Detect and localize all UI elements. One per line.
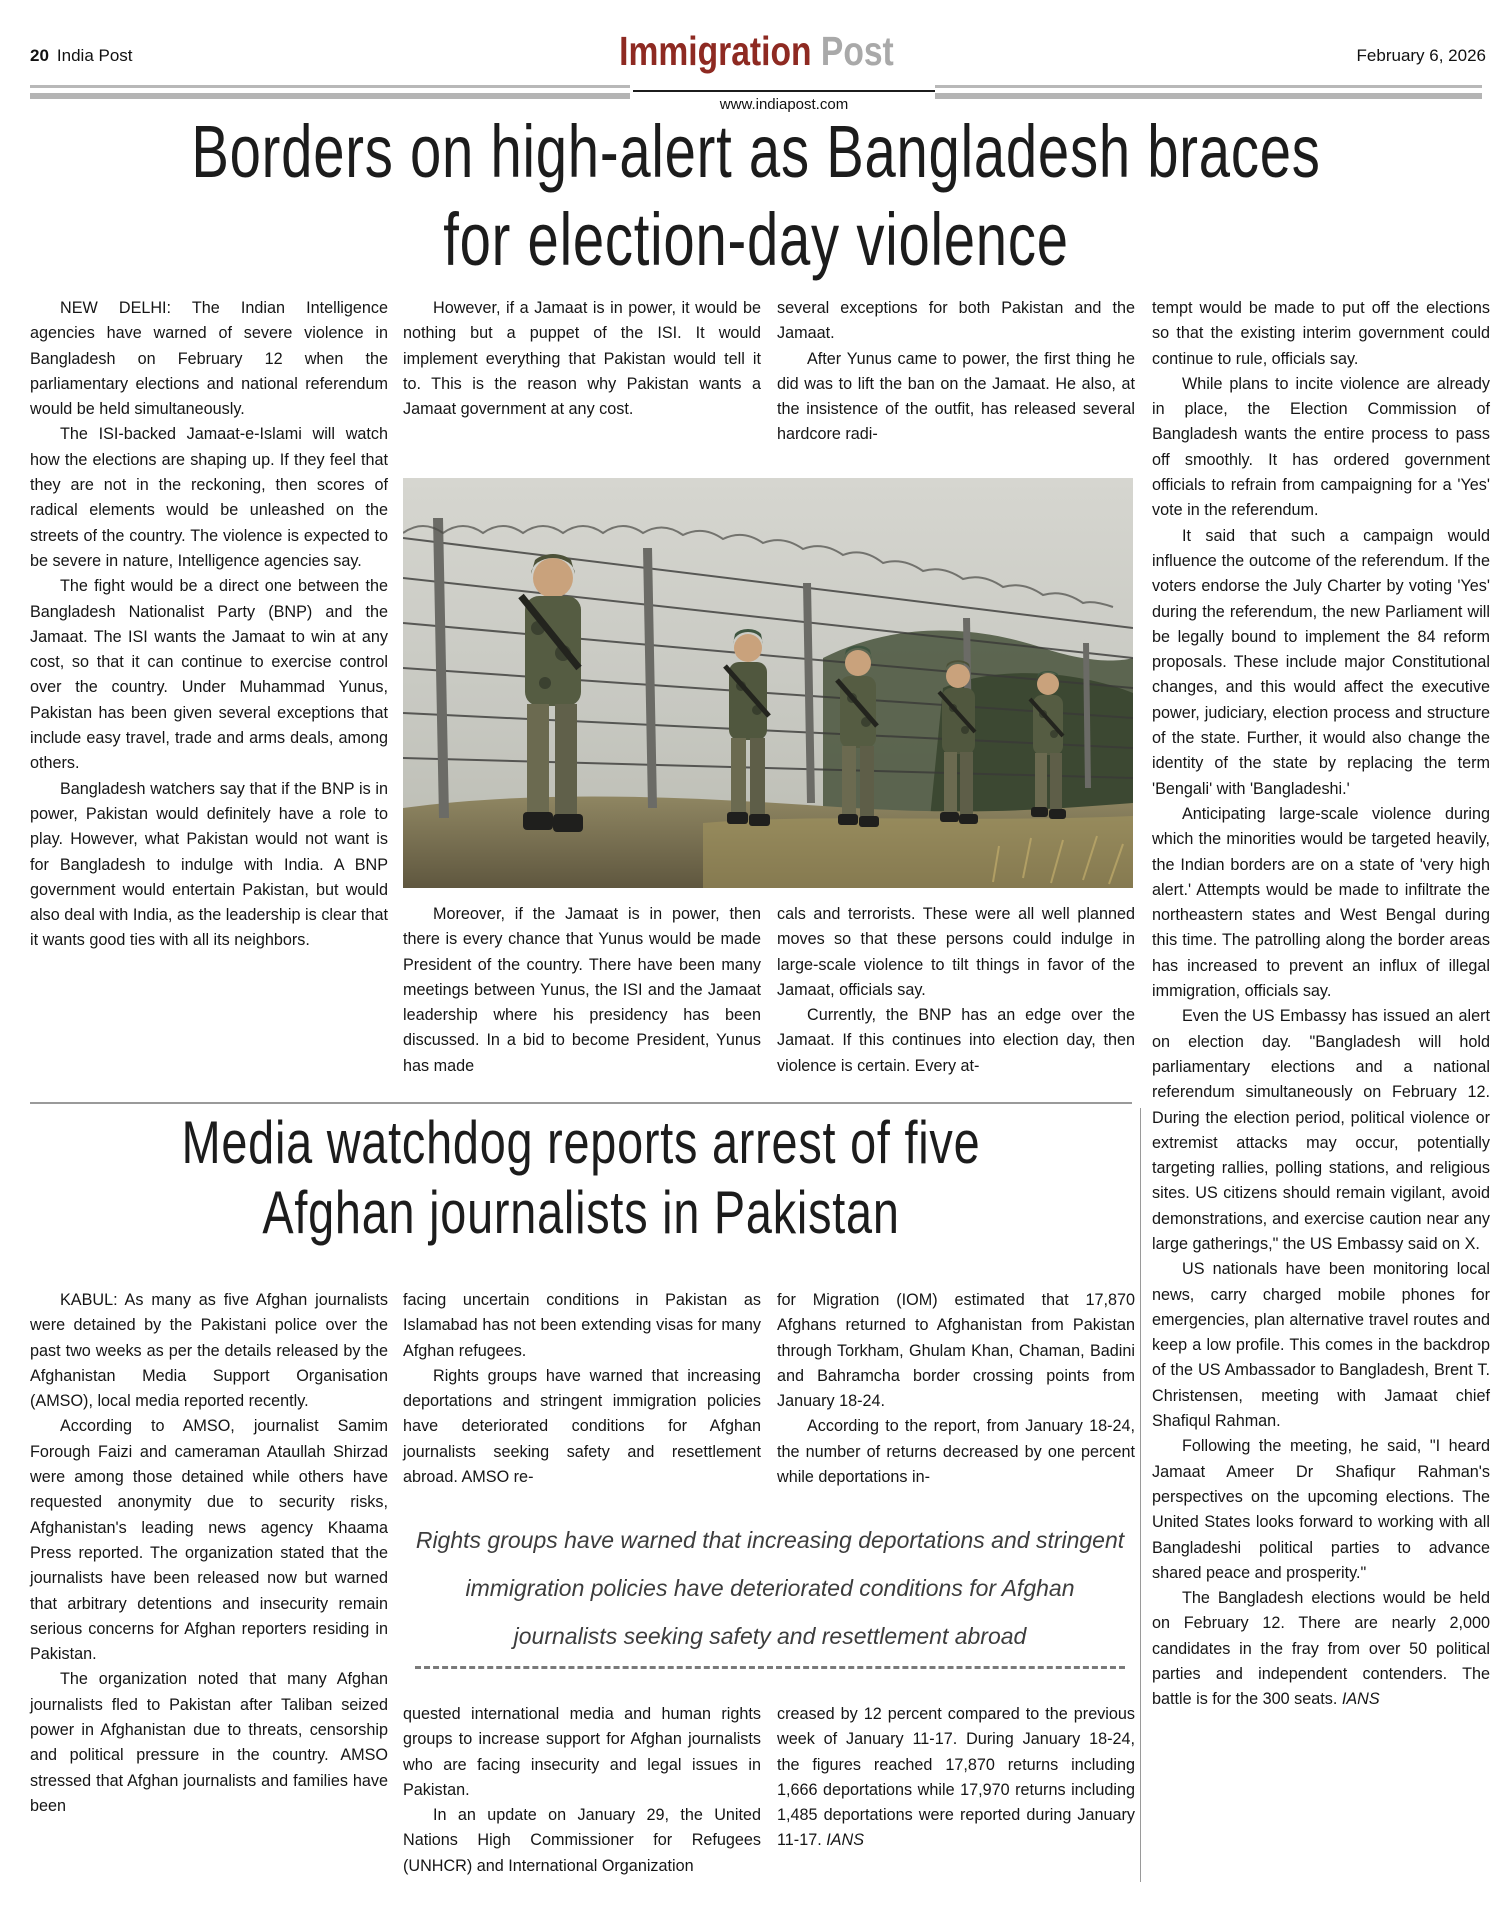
body-paragraph: Bangladesh watchers say that if the BNP is in power, Pakistan would definitely have a role to play. However, what Pakistan would not want is for Bangladesh to indulge with India. A BNP government would entertain Pakistan, but would also deal with India, as the leadership is clear that it wants good ties with all its neighbors. xyxy=(30,779,388,950)
article2-headline-line2: Afghan journalists in Pakistan xyxy=(262,1179,900,1246)
body-paragraph: The fight would be a direct one between the Bangladesh Nationalist Party (BNP) and the Jamaat. The ISI wants the Jamaat to win at any cost, so that it can continue to exercise control over the country. Under Muhammad Yunus, Pakistan has been given several exceptions that include easy travel, trade and arms deals, among others. xyxy=(30,577,388,773)
body-paragraph: tempt would be made to put off the elections so that the existing interim government could continue to rule, officials say. xyxy=(1152,299,1490,368)
masthead xyxy=(0,28,1512,75)
body-paragraph: While plans to incite violence are already in place, the Election Commission of Bangladesh wants the entire process to pass off smoothly. It has ordered government officials to refrain from campaigning for a 'Yes' vote in the referendum. xyxy=(1152,374,1490,520)
body-paragraph: for Migration (IOM) estimated that 17,870 Afghans returned to Afghanistan from Pakistan through Torkham, Ghulam Khan, Chaman, Badini and Bahramcha border crossing points from January 18-24. xyxy=(777,1291,1135,1411)
body-paragraph: Following the meeting, he said, "I heard Jamaat Ameer Dr Shafiqur Rahman's perspectives on the upcoming elections. The United States looks forward to working with all Bangladeshi political parties to advance shared peace and prosperity." xyxy=(1152,1437,1490,1582)
body-paragraph: The organization noted that many Afghan journalists fled to Pakistan after Taliban seized power in Afghanistan due to threats, censorship and political pressure in the country. AMSO stressed that Afghan journalists and families have been xyxy=(30,1670,388,1815)
issue-date: February 6, 2026 xyxy=(1356,46,1486,65)
article2-column1 xyxy=(30,1288,388,1902)
border-patrol-photo xyxy=(403,478,1133,888)
body-paragraph: several exceptions for both Pakistan and the Jamaat. xyxy=(777,299,1135,343)
article1-column3-bottom xyxy=(777,902,1135,1079)
body-paragraph: It said that such a campaign would influence the outcome of the referendum. If the voters endorse the July Charter by voting 'Yes' during the referendum, the new Parliament will be legally bound to implement the 84 reform proposals. These include major Constitutional changes, and this would affect the executive power, judiciary, election process and structure of the state. Further, it would also change the identity of the state by replacing the term 'Bengali' with 'Bangladeshi.' xyxy=(1152,526,1490,798)
body-paragraph: Currently, the BNP has an edge over the Jamaat. If this continues into election day, then violence is certain. Every at- xyxy=(777,1006,1135,1075)
body-paragraph: quested international media and human rights groups to increase support for Afghan journalists who are facing insecurity and legal issues in Pakistan. xyxy=(403,1705,761,1799)
article1-headline-line1: Borders on high-alert as Bangladesh braces xyxy=(191,110,1321,193)
body-paragraph: KABUL: As many as five Afghan journalists were detained by the Pakistani police over the past two weeks as per the details released by the Afghanistan Media Support Organisation (AMSO), local media reported recently. xyxy=(30,1291,388,1411)
body-paragraph: NEW DELHI: The Indian Intelligence agencies have warned of severe violence in Bangladesh on February 12 when the parliamentary elections and national referendum would be held simultaneously. xyxy=(30,299,388,419)
body-paragraph: Anticipating large-scale violence during which the minorities would be targeted heavily, the Indian borders are on a state of 'very high alert.' Attempts would be made to infiltrate the northeastern states and West Bengal during this time. The patrolling along the border areas has increased to prevent an influx of illegal immigration, officials say. xyxy=(1152,804,1490,1001)
article1-column2-bottom xyxy=(403,902,761,1079)
body-paragraph: Rights groups have warned that increasing deportations and stringent immigration policies have deteriorated conditions for Afghan journalists seeking safety and resettlement abroad. AMSO re- xyxy=(403,1366,761,1487)
page-number: 20 xyxy=(30,46,49,65)
body-paragraph: After Yunus came to power, the first thing he did was to lift the ban on the Jamaat. He also, at the insistence of the outfit, has released several hardcore radi- xyxy=(777,349,1135,444)
body-paragraph: In an update on January 29, the United Nations High Commissioner for Refugees (UNHCR) and International Organization xyxy=(403,1806,761,1875)
masthead-underline xyxy=(633,90,935,92)
article2-column3-top xyxy=(777,1288,1135,1490)
pull-quote: Rights groups have warned that increasing deportations and stringent immigration policies have deteriorated conditions for Afghan journalists seeking safety and resettlement abroad xyxy=(415,1516,1125,1669)
body-paragraph: cals and terrorists. These were all well planned moves so that these persons could indulge in large-scale violence to tilt things in favor of the Jamaat, officials say. xyxy=(777,905,1135,999)
body-paragraph: facing uncertain conditions in Pakistan as Islamabad has not been extending visas for many Afghan refugees. xyxy=(403,1291,761,1360)
source-credit: IANS xyxy=(826,1831,864,1850)
body-paragraph: However, if a Jamaat is in power, it would be nothing but a puppet of the ISI. It would implement everything that Pakistan would tell it to. This is the reason why Pakistan wants a Jamaat government at any cost. xyxy=(403,299,761,419)
article1-column1 xyxy=(30,296,388,954)
masthead-secondary: Post xyxy=(820,28,894,74)
article2-column2-bottom xyxy=(403,1702,761,1879)
column-divider-rule xyxy=(1140,1108,1141,1882)
article2-divider-rule xyxy=(30,1102,1132,1104)
article1-column4 xyxy=(1152,296,1490,1892)
website-url: www.indiapost.com xyxy=(719,96,849,113)
body-paragraph: US nationals have been monitoring local news, carry charged mobile phones for emergencies, plan alternative travel routes and keep a low profile. This comes in the backdrop of the US Ambassador to Bangladesh, Brent T. Christensen, meeting with Jamaat chief Shafiqul Rahman. xyxy=(1152,1260,1490,1431)
body-paragraph: According to the report, from January 18-24, the number of returns decreased by one percent while deportations in- xyxy=(777,1417,1135,1487)
article1-column3-top xyxy=(777,296,1135,448)
body-paragraph: Even the US Embassy has issued an alert on election day. "Bangladesh will hold parliamentary elections and a national referendum simultaneously on February 12. During the election period, political violence or extremist attacks may occur, potentially targeting rallies, polling stations, and religious sites. US citizens should remain vigilant, avoid demonstrations, and exercise caution near any large gatherings," the US Embassy said on X. xyxy=(1152,1007,1490,1253)
article1-headline-line2: for election-day violence xyxy=(443,198,1069,281)
header-rule-left xyxy=(30,85,630,99)
header-rule-right xyxy=(935,85,1482,99)
article1-headline xyxy=(0,108,1512,284)
body-paragraph: Moreover, if the Jamaat is in power, then there is every chance that Yunus would be made President of the country. There have been many meetings between Yunus, the ISI and the Jamaat leadership where his presidency has been discussed. In a bid to become President, Yunus has made xyxy=(403,905,761,1075)
article2-column2-top xyxy=(403,1288,761,1490)
body-paragraph: According to AMSO, journalist Samim Forough Faizi and cameraman Ataullah Shirzad were among those detained while others have requested anonymity due to security risks, Afghanistan's leading news agency Khaama Press reported. The organization stated that the journalists have been released now but warned that arbitrary detentions and insecurity remain serious concerns for Afghan reporters residing in Pakistan. xyxy=(30,1417,388,1664)
article2-headline xyxy=(30,1108,1132,1248)
article1-column2-top xyxy=(403,296,761,422)
source-credit: IANS xyxy=(1341,1690,1380,1709)
body-paragraph: The ISI-backed Jamaat-e-Islami will watch how the elections are shaping up. If they feel that they are not in the reckoning, then scores of radical elements would be unleashed on the streets of the country. The violence is expected to be severe in nature, Intelligence agencies say. xyxy=(30,425,388,570)
border-patrol-illustration xyxy=(403,478,1133,888)
body-paragraph: creased by 12 percent compared to the previous week of January 11-17. During January 18-24, the figures reached 17,870 returns including 1,666 deportations while 17,970 returns including 1,485 deportations were reported during January 11-17. IANS xyxy=(777,1705,1135,1850)
masthead-primary: Immigration xyxy=(618,28,812,74)
publication-name: India Post xyxy=(56,46,133,65)
article2-headline-line1: Media watchdog reports arrest of five xyxy=(181,1109,981,1176)
article2-column3-bottom xyxy=(777,1702,1135,1854)
body-paragraph: The Bangladesh elections would be held on February 12. There are nearly 2,000 candidates in the fray from over 50 political parties and independent contenders. The battle is for the 300 seats. IANS xyxy=(1152,1589,1490,1709)
